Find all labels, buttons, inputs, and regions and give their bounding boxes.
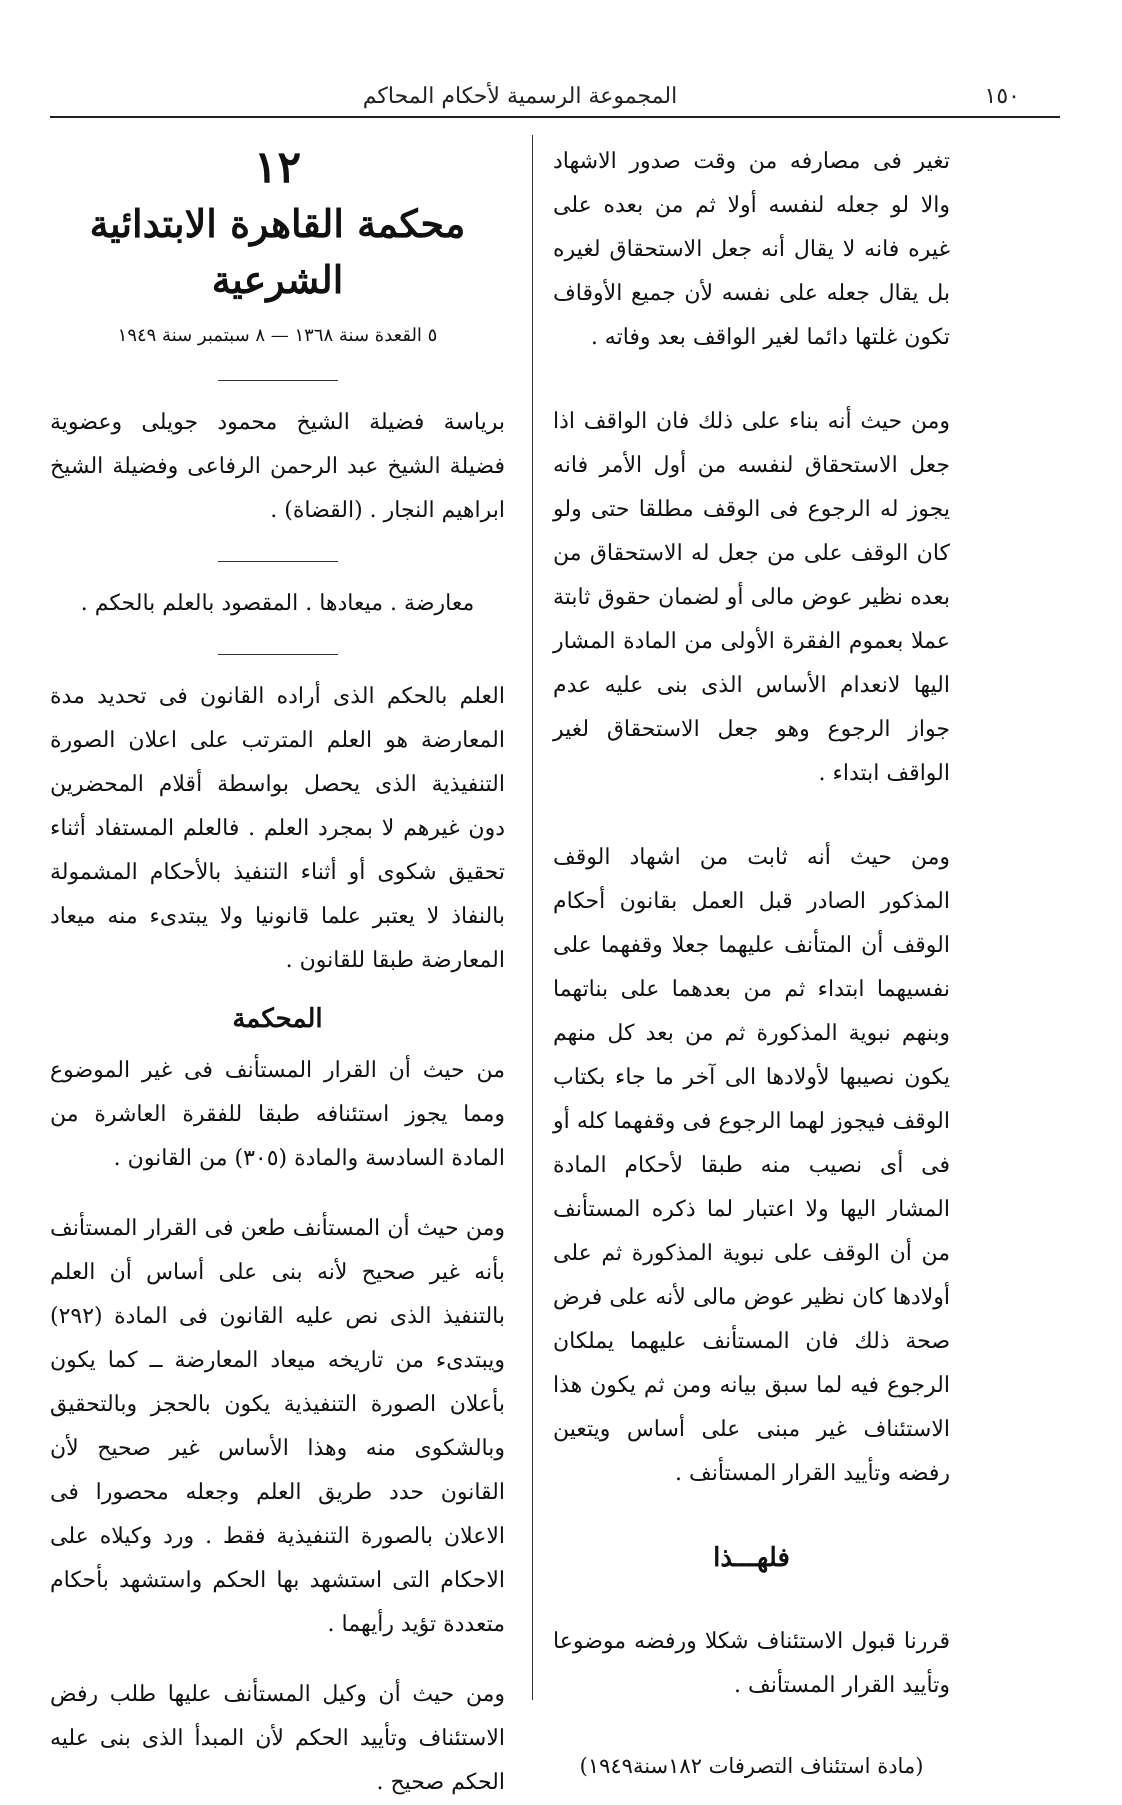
therefore-heading: فلهـــذا xyxy=(713,1543,790,1573)
paragraph: تغير فى مصارفه من وقت صدور الاشهاد والا لو جعله لنفسه أولا ثم من بعده على غيره فانه لا يقال أنه جعل الاستحقاق لغيره بل يقال جعله على نفسه لأن جميع الأوقاف تكون غلتها دائما لغير الواقف بعد وفاته . xyxy=(553,149,950,350)
header-rule xyxy=(50,116,1060,118)
paragraph: من حيث أن القرار المستأنف فى غير الموضوع ومما يجوز استئنافه طبقا للفقرة العاشرة من المادة السادسة والمادة (٣٠٥) من القانون . xyxy=(50,1058,505,1171)
subject-keywords: معارضة . ميعادها . المقصود بالعلم بالحكم . xyxy=(80,591,475,616)
paragraph: ومن حيث أنه ثابت من اشهاد الوقف المذكور الصادر قبل العمل بقانون أحكام الوقف أن المتأنف عليهما جعلا وقفهما على نفسيهما ابتداء ثم من بعدهما على بناتهما وبنهم نبوية المذكورة ثم من بعد كل منهم يكون نصيبها لأولادها الى آخر ما جاء بكتاب الوقف فيجوز لهما الرجوع فى وقفهما كله أو فى أى نصيب منه طبقا لأحكام المادة المشار اليها ولا اعتبار لما ذكره المستأنف من أن الوقف على نبوية المذكورة ثم على أولادها كان نظير عوض مالى لأنه على فرض صحة ذلك فان المستأنف عليهما يملكان الرجوع فيه لما سبق بيانه ومن ثم يكون هذا الاستئناف غير مبنى على أساس ويتعين رفضه وتأييد القرار المستأنف . xyxy=(553,845,951,1486)
citation: (مادة استئناف التصرفات ١٨٢سنة١٩٤٩) xyxy=(579,1754,924,1778)
page-number: ١٥٠ xyxy=(984,84,1020,109)
decision-date: ٥ القعدة سنة ١٣٦٨ — ٨ سبتمبر سنة ١٩٤٩ xyxy=(117,325,438,346)
court-name: محكمة القاهرة الابتدائية الشرعية xyxy=(89,201,466,302)
right-column xyxy=(553,140,950,1788)
divider xyxy=(218,561,338,562)
case-number: ١٢ xyxy=(253,142,302,193)
divider xyxy=(218,654,338,655)
page-header xyxy=(50,78,1060,118)
summary: العلم بالحكم الذى أراده القانون فى تحديد مدة المعارضة هو العلم المترتب على اعلان الصورة التنفيذية الذى يحصل بواسطة أقلام المحضرين دون غيرهم لا بمجرد العلم . فالعلم المستفاد أثناء تحقيق شكوى أو أثناء التنفيذ بالأحكام المشمولة بالنفاذ لا يعتبر علما قانونيا ولا يبتدىء منه ميعاد المعارضة طبقا للقانون . xyxy=(50,684,505,973)
paragraph: ومن حيث أن المستأنف طعن فى القرار المستأنف بأنه غير صحيح لأنه بنى على أساس أن العلم بالتنفيذ الذى نص عليه القانون فى المادة (٢٩٢) ويبتدىء من تاريخه ميعاد المعارضة ــ كما يكون بأعلان الصورة التنفيذية يكون بالحجز وبالتحقيق وبالشكوى منه وهذا الأساس غير صحيح لأن القانون حدد طريق العلم وجعله محصورا فى الاعلان بالصورة التنفيذية فقط . ورد وكيلاه على الاحكام التى استشهد بها الحكم واستشهد بأحكام متعددة تؤيد رأيهما . xyxy=(50,1216,505,1637)
paragraph: ومن حيث أن وكيل المستأنف عليها طلب رفض الاستئناف وتأييد الحكم لأن المبدأ الذى بنى عليه الحكم صحيح . xyxy=(50,1682,505,1795)
column-divider xyxy=(532,135,533,1700)
left-column xyxy=(50,140,505,1805)
running-title: المجموعة الرسمية لأحكام المحاكم xyxy=(362,84,678,109)
court-heading: المحكمة xyxy=(232,1004,323,1034)
paragraph: ومن حيث أنه بناء على ذلك فان الواقف اذا جعل الاستحقاق لنفسه من أول الأمر فانه يجوز له الرجوع فى الوقف مطلقا حتى ولو كان الوقف على من جعل له الاستحقاق من بعده نظير عوض مالى أو لضمان حقوق ثابتة عملا بعموم الفقرة الأولى من المادة المشار اليها لانعدام الأساس الذى بنى عليه عدم جواز الرجوع وهو جعل الاستحقاق لغير الواقف ابتداء . xyxy=(553,409,950,786)
ruling-text: قررنا قبول الاستئناف شكلا ورفضه موضوعا وتأييد القرار المستأنف . xyxy=(553,1629,950,1698)
presidency: برياسة فضيلة الشيخ محمود جويلى وعضوية فضيلة الشيخ عبد الرحمن الرفاعى وفضيلة الشيخ ابراهيم النجار . (القضاة) . xyxy=(50,410,505,523)
divider xyxy=(218,380,338,381)
